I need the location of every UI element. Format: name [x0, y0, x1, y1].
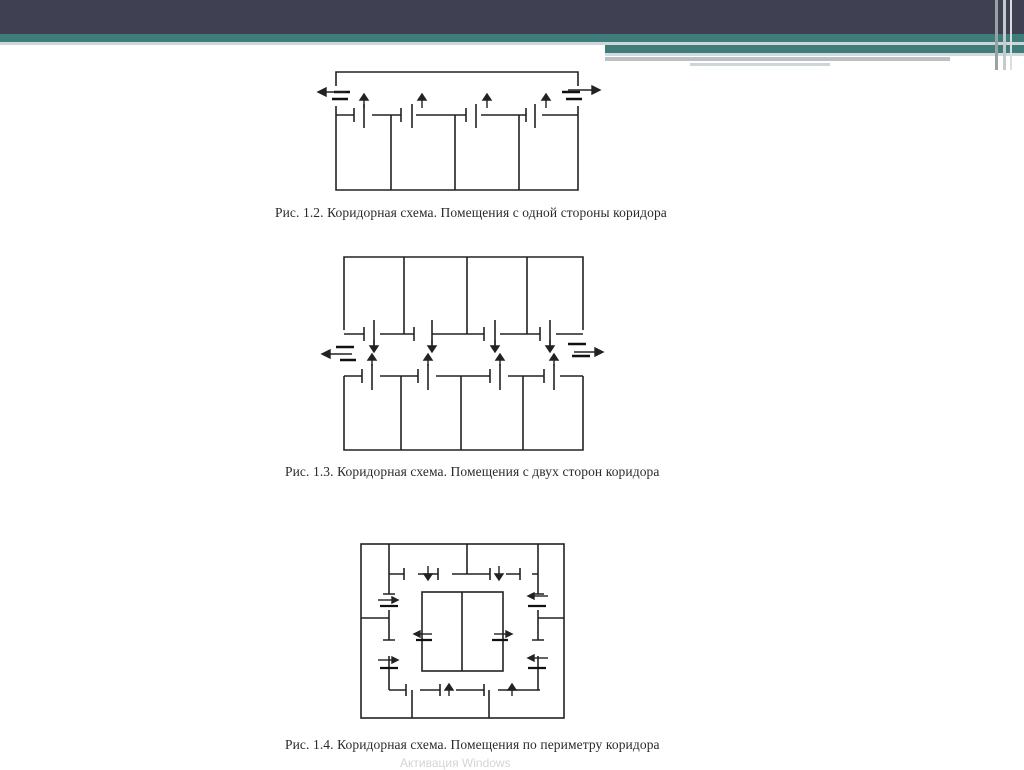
figure-1-2-caption: Рис. 1.2. Коридорная схема. Помещения с одной стороны коридора	[275, 205, 667, 220]
figure-1-4-caption: Рис. 1.4. Коридорная схема. Помещения по периметру коридора	[285, 737, 660, 752]
header-edge-line	[1010, 0, 1012, 70]
header-teal-step	[605, 45, 1024, 53]
header-light-strip	[0, 42, 1024, 45]
header-grey-step-small	[690, 63, 830, 66]
header-grey-step	[605, 57, 950, 61]
header-edge-line	[995, 0, 998, 70]
figure-1-2-corridor-one-side	[300, 68, 610, 198]
windows-activation-watermark: Активация Windows	[400, 756, 511, 770]
figure-1-4-corridor-perimeter	[350, 536, 575, 726]
header-teal-bar	[0, 34, 1024, 42]
figure-1-3-caption: Рис. 1.3. Коридорная схема. Помещения с двух сторон коридора	[285, 464, 660, 479]
slide-header-band	[0, 0, 1024, 70]
header-light-step	[605, 53, 1024, 56]
figure-1-3-corridor-two-sides	[315, 250, 610, 455]
header-dark-bar	[0, 0, 1024, 34]
header-edge-line	[1003, 0, 1006, 70]
